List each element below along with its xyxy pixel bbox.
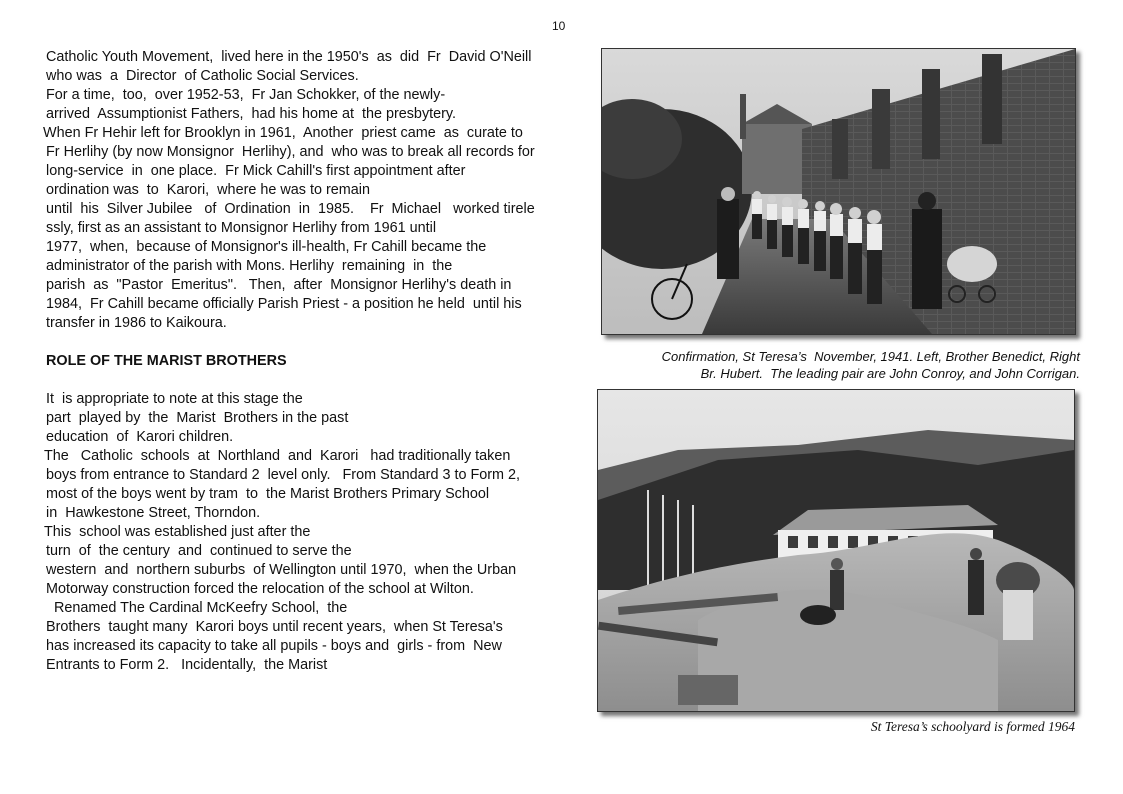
text-line: until his Silver Jubilee of Ordination in 1985. Fr Michael worked tirele [46,201,535,217]
text-line: transfer in 1986 to Kaikoura. [46,315,227,331]
text-line: Renamed The Cardinal McKeefry School, the [46,600,348,616]
text-line: western and northern suburbs of Wellington until 1970, when the Urban [46,562,517,578]
text-line: long-service in one place. Fr Mick Cahill's first appointment after [46,163,466,179]
text-line: It is appropriate to note at this stage the [46,391,303,407]
text-line: part played by the Marist Brothers in the past [46,410,349,426]
text-line: has increased its capacity to take all pupils - boys and girls - from New [46,638,502,654]
text-line: The Catholic schools at Northland and Karori had traditionally taken [44,448,511,464]
text-line: Brothers taught many Karori boys until recent years, when St Teresa's [46,619,503,635]
section-heading: ROLE OF THE MARIST BROTHERS [46,353,287,369]
text-line: Entrants to Form 2. Incidentally, the Marist [46,657,328,673]
confirmation-photo [601,48,1076,335]
text-line: in Hawkestone Street, Thorndon. [46,505,261,521]
text-line: ssly, first as an assistant to Monsignor Herlihy from 1961 until [46,220,437,236]
text-line: education of Karori children. [46,429,234,445]
text-line: most of the boys went by tram to the Marist Brothers Primary School [46,486,490,502]
schoolyard-photo [597,389,1075,712]
text-line: 1984, Fr Cahill became officially Parish Priest - a position he held until his [46,296,522,312]
text-line: Catholic Youth Movement, lived here in the 1950's as did Fr David O'Neill [46,49,532,65]
text-line: ordination was to Karori, where he was to remain [46,182,370,198]
text-line: parish as "Pastor Emeritus". Then, after Monsignor Herlihy's death in [46,277,512,293]
text-line: This school was established just after the [44,524,311,540]
text-line: When Fr Hehir left for Brooklyn in 1961, Another priest came as curate to [43,125,523,141]
confirmation-caption [580,348,1080,382]
text-line: 1977, when, because of Monsignor's ill-health, Fr Cahill became the [46,239,487,255]
page-number: 10 [552,19,566,33]
schoolyard-caption: St Teresa’s schoolyard is formed 1964 [870,719,1075,734]
text-line: who was a Director of Catholic Social Services. [46,68,359,84]
text-line: For a time, too, over 1952-53, Fr Jan Schokker, of the newly- [46,87,446,103]
text-line: administrator of the parish with Mons. Herlihy remaining in the [46,258,453,274]
body-text [43,48,576,675]
text-line: Motorway construction forced the relocation of the school at Wilton. [46,581,474,597]
text-line: boys from entrance to Standard 2 level only. From Standard 3 to Form 2, [46,467,521,483]
caption-line: Br. Hubert. The leading pair are John Conroy, and John Corrigan. [700,366,1080,381]
text-line: turn of the century and continued to serve the [46,543,352,559]
text-line: Fr Herlihy (by now Monsignor Herlihy), and who was to break all records for [46,144,535,160]
caption-line: Confirmation, St Teresa’s November, 1941. Left, Brother Benedict, Right [661,349,1080,364]
text-line: arrived Assumptionist Fathers, had his home at the presbytery. [46,106,457,122]
